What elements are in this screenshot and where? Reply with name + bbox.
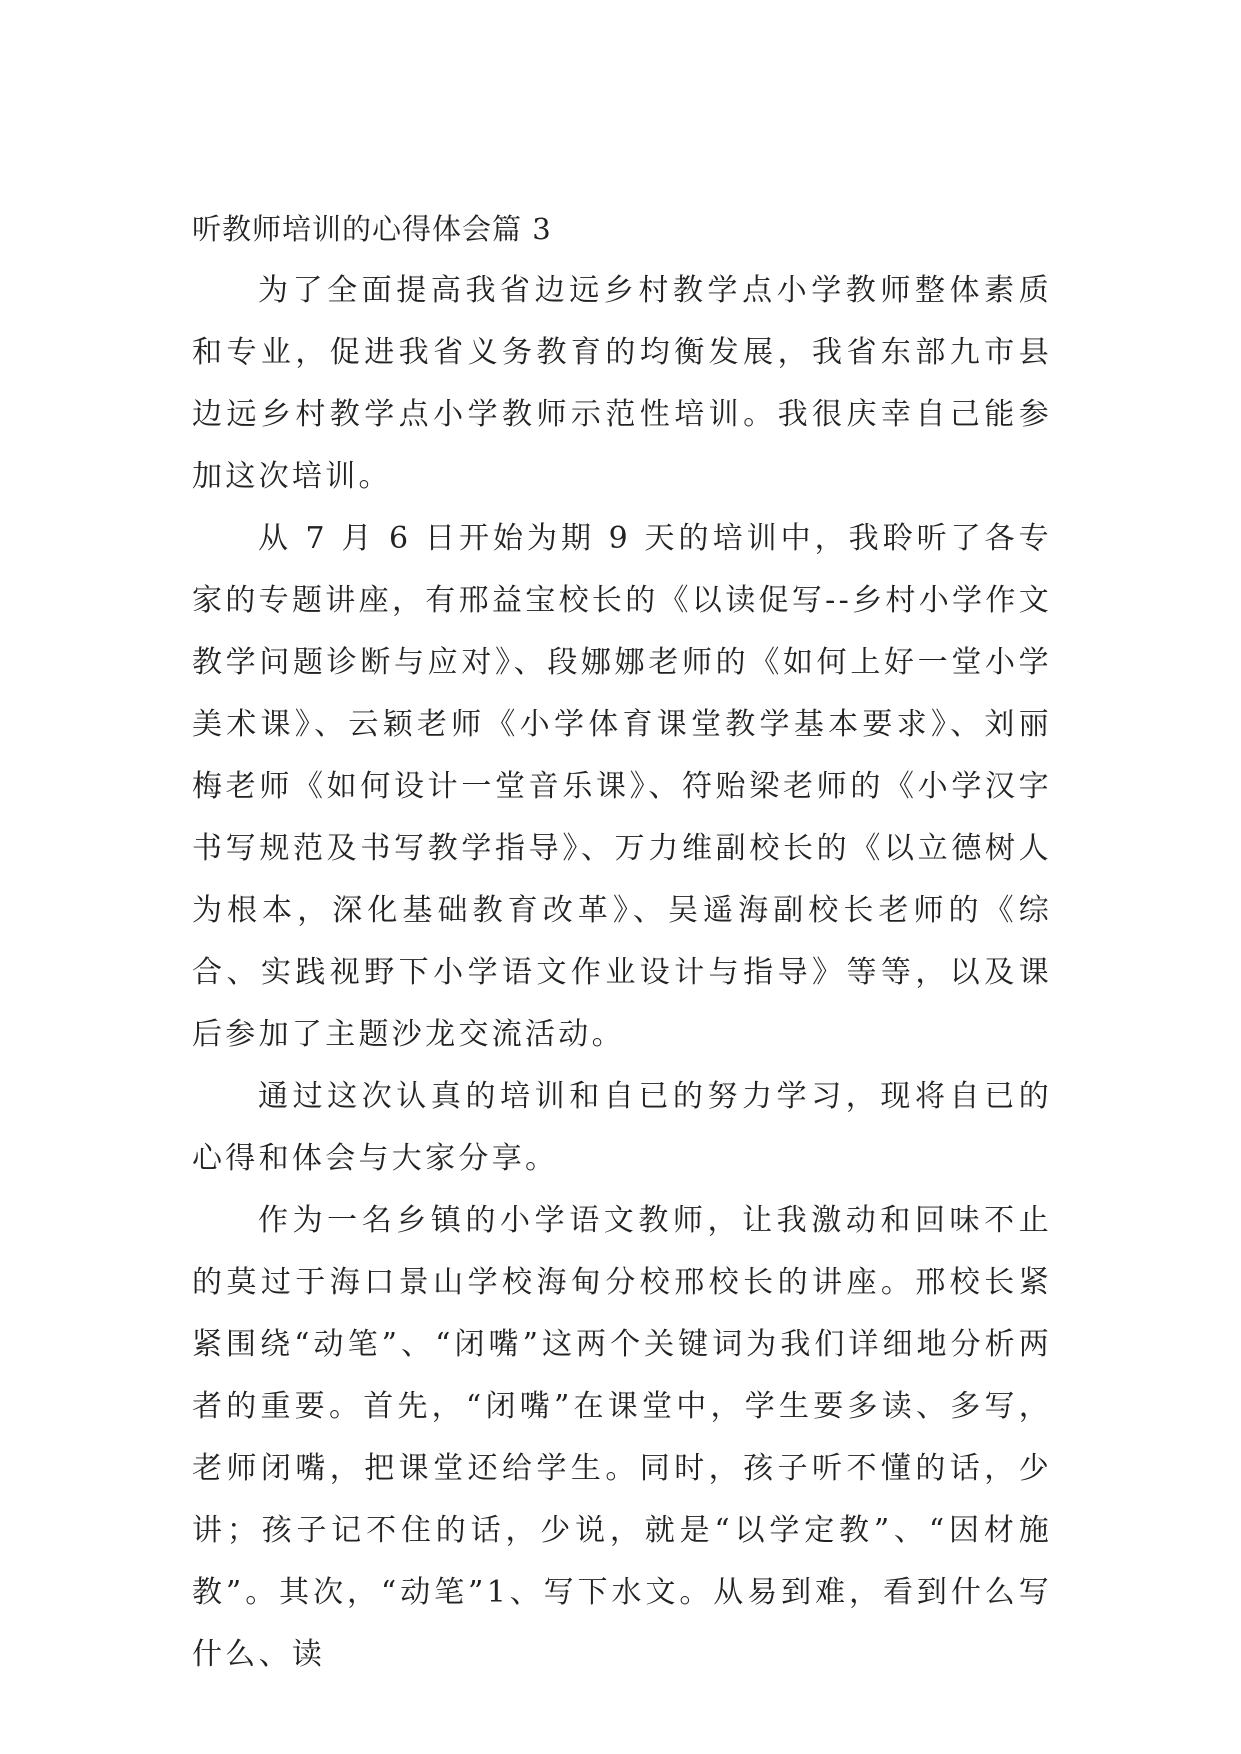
paragraph-lectures: 从 7 月 6 日开始为期 9 天的培训中，我聆听了各专家的专题讲座，有邢益宝校长的《以读促写--乡村小学作文教学问题诊断与应对》、段娜娜老师的《如何上好一堂小学美术课》、云颖老师《小学体育课堂教学基本要求》、刘丽梅老师《如何设计一堂音乐课》、符贻梁老师的《小学汉字书写规范及书写教学指导》、万力维副校长的《以立德树人为根本，深化基础教育改革》、吴遥海副校长老师的《综合、实践视野下小学语文作业设计与指导》等等，以及课后参加了主题沙龙交流活动。 bbox=[192, 521, 1052, 1052]
paragraph-reflection: 作为一名乡镇的小学语文教师，让我激动和回味不止的莫过于海口景山学校海甸分校邢校长的讲座。邢校长紧紧围绕“动笔”、“闭嘴”这两个关键词为我们详细地分析两者的重要。首先，“闭嘴”在课堂中，学生要多读、多写，老师闭嘴，把课堂还给学生。同时，孩子听不懂的话，少讲；孩子记不住的话，少说，就是“以学定教”、“因材施教”。其次，“动笔”1、写下水文。从易到难，看到什么写什么、读 bbox=[192, 1203, 1052, 1672]
document-title: 听教师培训的心得体会篇 3 bbox=[192, 212, 552, 246]
document-body bbox=[192, 198, 1052, 1686]
paragraph-intro: 为了全面提高我省边远乡村教学点小学教师整体素质和专业，促进我省义务教育的均衡发展，我省东部九市县边远乡村教学点小学教师示范性培训。我很庆幸自己能参加这次培训。 bbox=[192, 273, 1052, 494]
paragraph-sharing: 通过这次认真的培训和自已的努力学习，现将自已的心得和体会与大家分享。 bbox=[192, 1079, 1052, 1176]
